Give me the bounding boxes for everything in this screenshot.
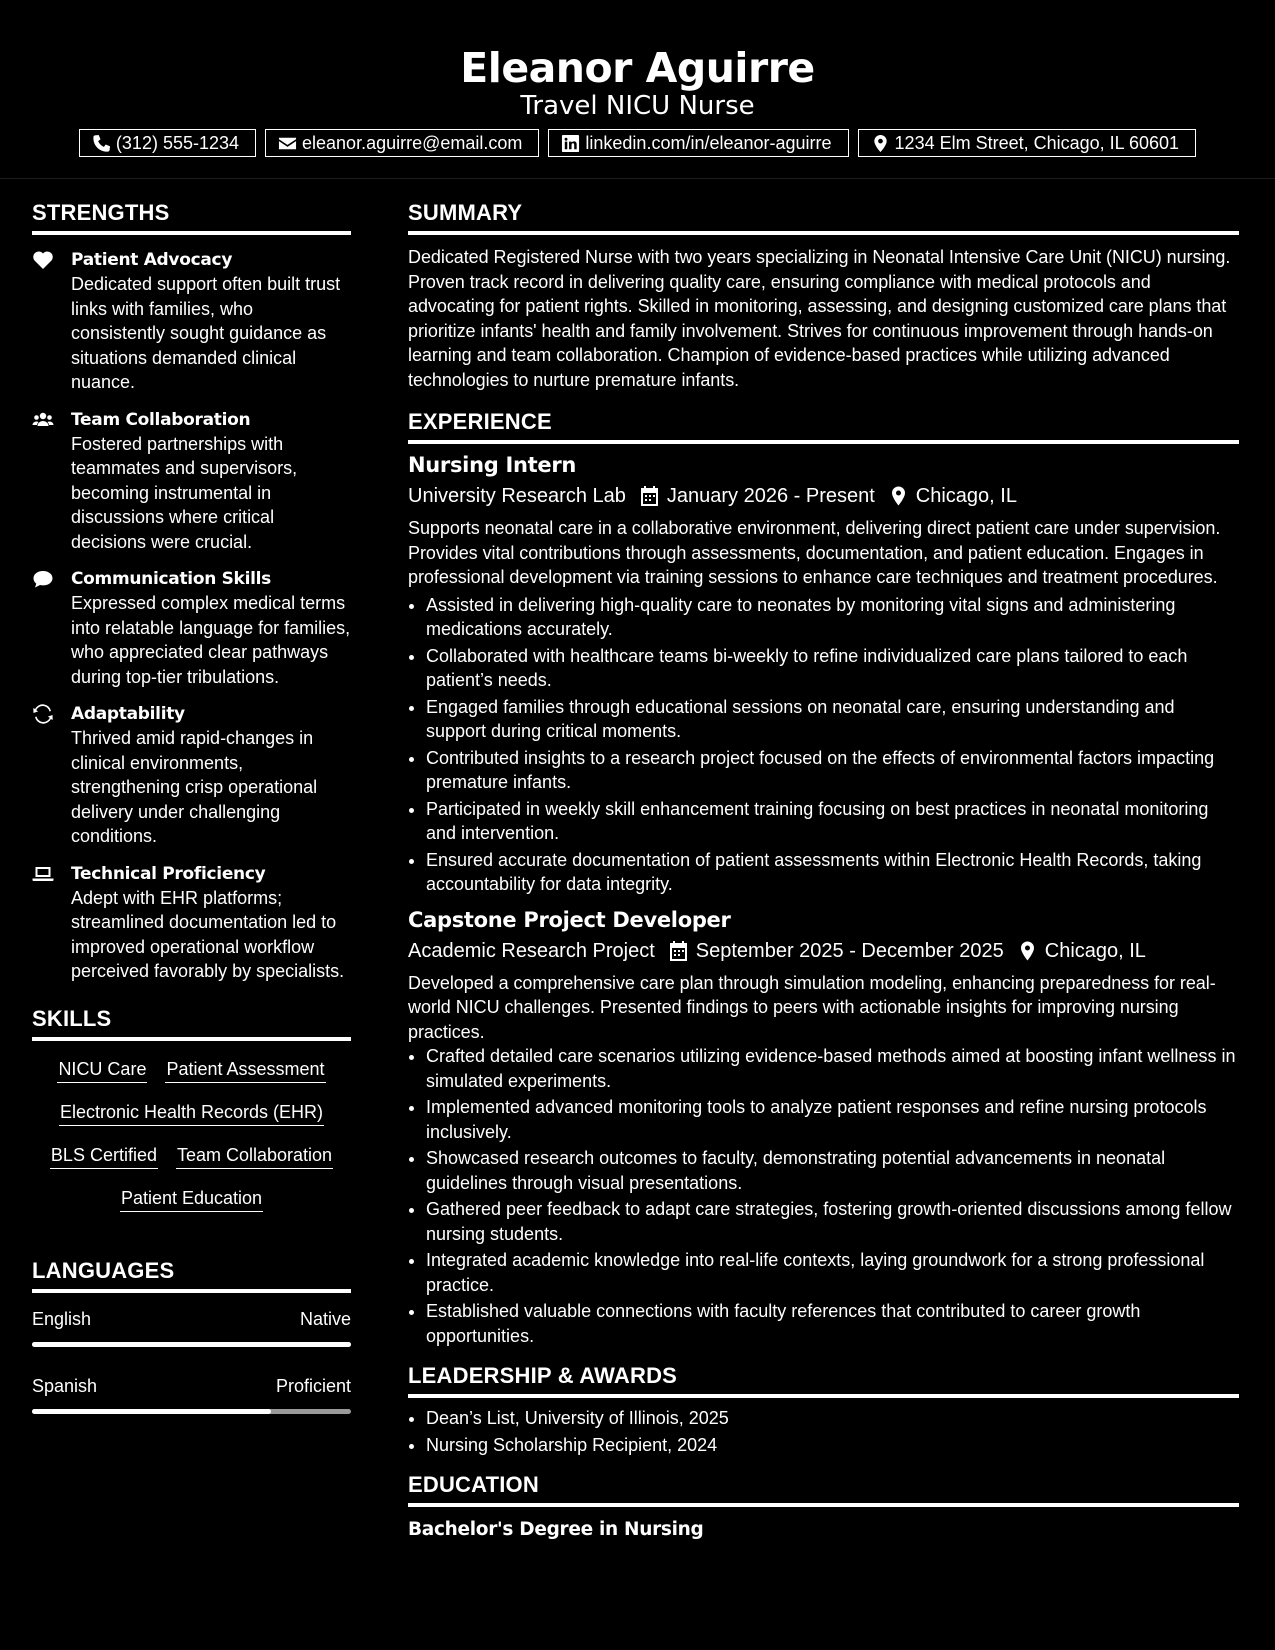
skill-tag: NICU Care (57, 1057, 147, 1083)
strengths-section (32, 200, 351, 984)
job-bullets (408, 593, 1239, 897)
job-bullet: • Crafted detailed care scenarios utilizing evidence-based methods aimed at boosting infant wellness in simulated experiments. (426, 1044, 1239, 1093)
job-dates: January 2026 - Present (666, 485, 875, 507)
job-location: Chicago, IL (1044, 939, 1146, 962)
email-text: eleanor.aguirre@email.com (302, 132, 523, 153)
strength-description: Thrived amid rapid-changes in clinical environments, strengthening crisp operational delivery under challenging conditions. (71, 728, 318, 846)
skills-section (32, 1006, 351, 1229)
languages-section (32, 1258, 351, 1414)
phone-icon (92, 134, 111, 153)
job-bullet: • Showcased research outcomes to faculty, demonstrating potential advancements in neonatal guidelines through visual presentations. (426, 1146, 1239, 1195)
job-company: Academic Research Project (408, 939, 655, 962)
job-bullet: • Contributed insights to a research project focused on the effects of environmental factors impacting premature infants. (426, 746, 1239, 795)
phone-text: (312) 555-1234 (115, 132, 240, 153)
contact-bar (0, 129, 1275, 157)
contact-address[interactable] (858, 129, 1197, 157)
job-bullet: • Participated in weekly skill enhancement training focusing on best practices in neonatal monitoring and intervention. (426, 797, 1239, 846)
award-item: • Dean’s List, University of Illinois, 2025 (426, 1406, 1239, 1431)
strength-description: Expressed complex medical terms into relatable language for families, who appreciated clear pathways during top-tier tribulations. (71, 593, 351, 687)
job-dates: September 2025 - December 2025 (695, 939, 1004, 962)
strength-title: Patient Advocacy (71, 250, 233, 270)
strength-item (32, 248, 351, 395)
education-section (408, 1472, 1239, 1543)
education-degree: Bachelor's Degree in Nursing (408, 1519, 704, 1540)
right-column (408, 178, 1239, 1543)
awards-heading: LEADERSHIP & AWARDS (408, 1363, 1239, 1398)
job-entry (408, 451, 1239, 897)
map-marker-icon (1018, 941, 1037, 961)
summary-section (408, 200, 1239, 392)
contact-email[interactable] (265, 129, 539, 157)
strength-description: Adept with EHR platforms; streamlined documentation led to improved operational workflow perceived favorably by specialists. (71, 887, 345, 981)
candidate-name: Eleanor Aguirre (460, 44, 815, 92)
comment-icon (32, 569, 54, 589)
experience-heading: EXPERIENCE (408, 409, 1239, 444)
strength-title: Communication Skills (71, 569, 271, 589)
language-name: English (32, 1308, 92, 1329)
laptop-icon (32, 864, 54, 884)
strength-item (32, 567, 351, 689)
job-bullet: • Implemented advanced monitoring tools to analyze patient responses and refine nursing protocols inclusively. (426, 1095, 1239, 1144)
skill-tag: Patient Assessment (165, 1057, 325, 1083)
job-entry (408, 906, 1239, 1349)
language-item (32, 1307, 351, 1347)
envelope-icon (278, 134, 297, 153)
skill-tag: Patient Education (120, 1186, 263, 1212)
skills-heading: SKILLS (32, 1006, 351, 1041)
strength-description: Fostered partnerships with teammates and supervisors, becoming instrumental in discussions where critical decisions were crucial. (71, 433, 298, 552)
experience-section (408, 409, 1239, 1348)
skills-list (32, 1041, 351, 1229)
users-icon (32, 410, 54, 430)
job-title: Capstone Project Developer (408, 907, 731, 932)
candidate-title: Travel NICU Nurse (520, 91, 755, 121)
resume-header (0, 0, 1275, 179)
job-bullets (408, 1044, 1239, 1348)
map-marker-icon (871, 134, 890, 153)
strength-description: Dedicated support often built trust links with families, who consistently sought guidance as situations demanded clinical nuance. (71, 274, 341, 392)
linkedin-text: linkedin.com/in/eleanor-aguirre (585, 132, 832, 153)
strength-title: Technical Proficiency (71, 863, 266, 884)
awards-list (408, 1406, 1239, 1457)
strength-title: Adaptability (71, 704, 185, 724)
strengths-heading: STRENGTHS (32, 200, 351, 235)
skill-tag: BLS Certified (50, 1143, 158, 1169)
awards-section (408, 1363, 1239, 1457)
language-item (32, 1374, 351, 1414)
skill-tag: Team Collaboration (176, 1143, 333, 1169)
strength-item (32, 862, 351, 984)
job-description: Supports neonatal care in a collaborative environment, delivering direct patient care under supervision. Provides vital contributions through assessments, documentation, and patient education. Engages in professional development via training sessions to enhance care techniques and treatment procedures. (408, 518, 1221, 587)
contact-linkedin[interactable] (548, 129, 848, 157)
left-column (32, 178, 351, 1414)
summary-heading: SUMMARY (408, 200, 1239, 235)
summary-text: Dedicated Registered Nurse with two years specializing in Neonatal Intensive Care Unit (NICU) nursing. Proven track record in delivering quality care, ensuring compliance with medical protocols and advocating for patient rights. Skilled in monitoring, assessing, and designing customized care plans that prioritize infants' health and family involvement. Strives for continuous improvement through hands-on learning and team collaboration. Champion of evidence-based practices while utilizing advanced technologies to nurture premature infants. (408, 247, 1231, 390)
language-proficiency-bar (32, 1342, 351, 1347)
heart-icon (32, 250, 54, 270)
linkedin-icon (561, 134, 580, 153)
education-heading: EDUCATION (408, 1472, 1239, 1507)
job-bullet: • Collaborated with healthcare teams bi-weekly to refine individualized care plans tailored to each patient’s needs. (426, 644, 1239, 693)
job-bullet: • Gathered peer feedback to adapt care strategies, fostering growth-oriented discussions among fellow nursing students. (426, 1197, 1239, 1246)
languages-heading: LANGUAGES (32, 1258, 351, 1293)
language-level: Proficient (275, 1375, 351, 1396)
address-text: 1234 Elm Street, Chicago, IL 60601 (894, 132, 1180, 153)
language-proficiency-bar (32, 1409, 351, 1414)
contact-phone[interactable] (79, 129, 256, 157)
job-location: Chicago, IL (915, 485, 1017, 507)
strength-title: Team Collaboration (71, 409, 251, 430)
job-bullet: • Engaged families through educational sessions on neonatal care, ensuring understanding and support during critical moments. (426, 695, 1239, 744)
job-bullet: • Assisted in delivering high-quality care to neonates by monitoring vital signs and administering medications accurately. (426, 593, 1239, 642)
job-description: Developed a comprehensive care plan through simulation modeling, enhancing preparedness for real-world NICU challenges. Presented findings to peers with actionable insights for improving nursing practices. (408, 972, 1216, 1042)
calendar-icon (669, 941, 688, 961)
strength-item (32, 408, 351, 555)
language-level: Native (299, 1308, 351, 1329)
job-bullet: • Established valuable connections with faculty references that contributed to career growth opportunities. (426, 1299, 1239, 1348)
sync-icon (32, 704, 54, 724)
language-name: Spanish (32, 1375, 98, 1396)
calendar-icon (640, 486, 659, 506)
map-marker-icon (889, 486, 908, 506)
job-bullet: • Integrated academic knowledge into real-life contexts, laying groundwork for a strong professional practice. (426, 1248, 1239, 1297)
job-title: Nursing Intern (408, 453, 577, 477)
job-bullet: • Ensured accurate documentation of patient assessments within Electronic Health Records, taking accountability for data integrity. (426, 848, 1239, 897)
job-company: University Research Lab (408, 485, 626, 507)
strength-item (32, 702, 351, 849)
award-item: • Nursing Scholarship Recipient, 2024 (426, 1433, 1239, 1458)
skill-tag: Electronic Health Records (EHR) (59, 1100, 324, 1126)
